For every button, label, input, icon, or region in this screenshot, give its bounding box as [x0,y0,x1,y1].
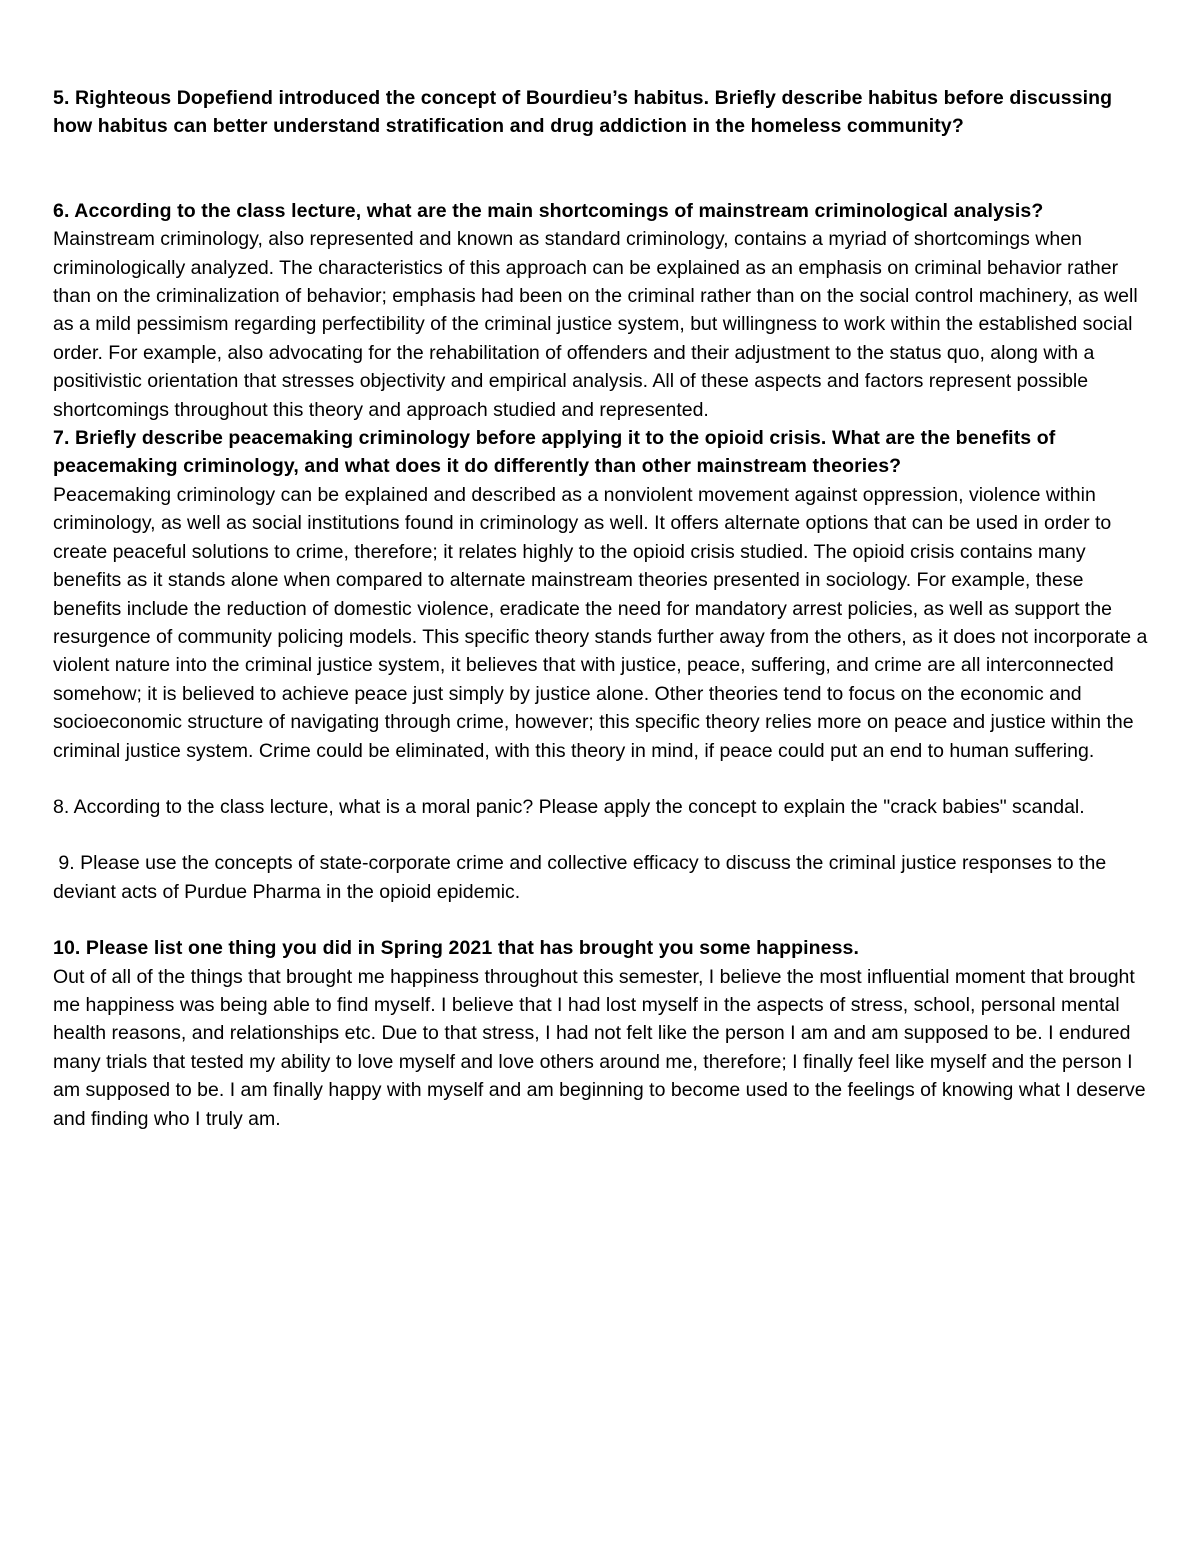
question-9: 9. Please use the concepts of state-corporate crime and collective efficacy to discuss the criminal justice responses to the deviant acts of Purdue Pharma in the opioid epidemic. [53,852,1112,903]
answer-6: Mainstream criminology, also represented and known as standard criminology, contains a myriad of shortcomings when criminologically analyzed. The characteristics of this approach can be explained as an emphasis on criminal behavior rather than on the criminalization of behavior; emphasis had been on the criminal rather than on the social control machinery, as well as a mild pessimism regarding perfectibility of the criminal justice system, but willingness to work within the established social order. For example, also advocating for the rehabilitation of offenders and their adjustment to the status quo, along with a positivistic orientation that stresses objectivity and empirical analysis. All of these aspects and factors represent possible shortcomings throughout this theory and approach studied and represented. [53,228,1138,421]
spacer [53,821,1153,849]
spacer [53,141,1153,197]
question-10: 10. Please list one thing you did in Spring 2021 that has brought you some happiness. [53,937,859,960]
question-6: 6. According to the class lecture, what are the main shortcomings of mainstream criminological analysis? [53,199,1044,222]
question-5: 5. Righteous Dopefiend introduced the concept of Bourdieu’s habitus. Briefly describe habitus before discussing how habitus can better understand stratification and drug addiction in the homeless community? [53,87,1113,138]
question-7: 7. Briefly describe peacemaking criminology before applying it to the opioid crisis. What are the benefits of peacemaking criminology, and what does it do differently than other mainstream theories? [53,427,1056,478]
spacer [53,906,1153,934]
document-body [53,84,1153,1133]
spacer [53,765,1153,793]
question-8: 8. According to the class lecture, what is a moral panic? Please apply the concept to explain the "crack babies" scandal. [53,795,1085,818]
answer-7: Peacemaking criminology can be explained and described as a nonviolent movement against oppression, violence within criminology, as well as social institutions found in criminology as well. It offers alternate options that can be used in order to create peaceful solutions to crime, therefore; it relates highly to the opioid crisis studied. The opioid crisis contains many benefits as it stands alone when compared to alternate mainstream theories presented in sociology. For example, these benefits include the reduction of domestic violence, eradicate the need for mandatory arrest policies, as well as support the resurgence of community policing models. This specific theory stands further away from the others, as it does not incorporate a violent nature into the criminal justice system, it believes that with justice, peace, suffering, and crime are all interconnected somehow; it is believed to achieve peace just simply by justice alone. Other theories tend to focus on the economic and socioeconomic structure of navigating through crime, however; this specific theory relies more on peace and justice within the criminal justice system. Crime could be eliminated, with this theory in mind, if peace could put an end to human suffering. [53,483,1148,762]
answer-10: Out of all of the things that brought me happiness throughout this semester, I believe the most influential moment that brought me happiness was being able to find myself. I believe that I had lost myself in the aspects of stress, school, personal mental health reasons, and relationships etc. Due to that stress, I had not felt like the person I am and am supposed to be. I endured many trials that tested my ability to love myself and love others around me, therefore; I finally feel like myself and the person I am supposed to be. I am finally happy with myself and am beginning to become used to the feelings of knowing what I deserve and finding who I truly am. [53,965,1146,1130]
